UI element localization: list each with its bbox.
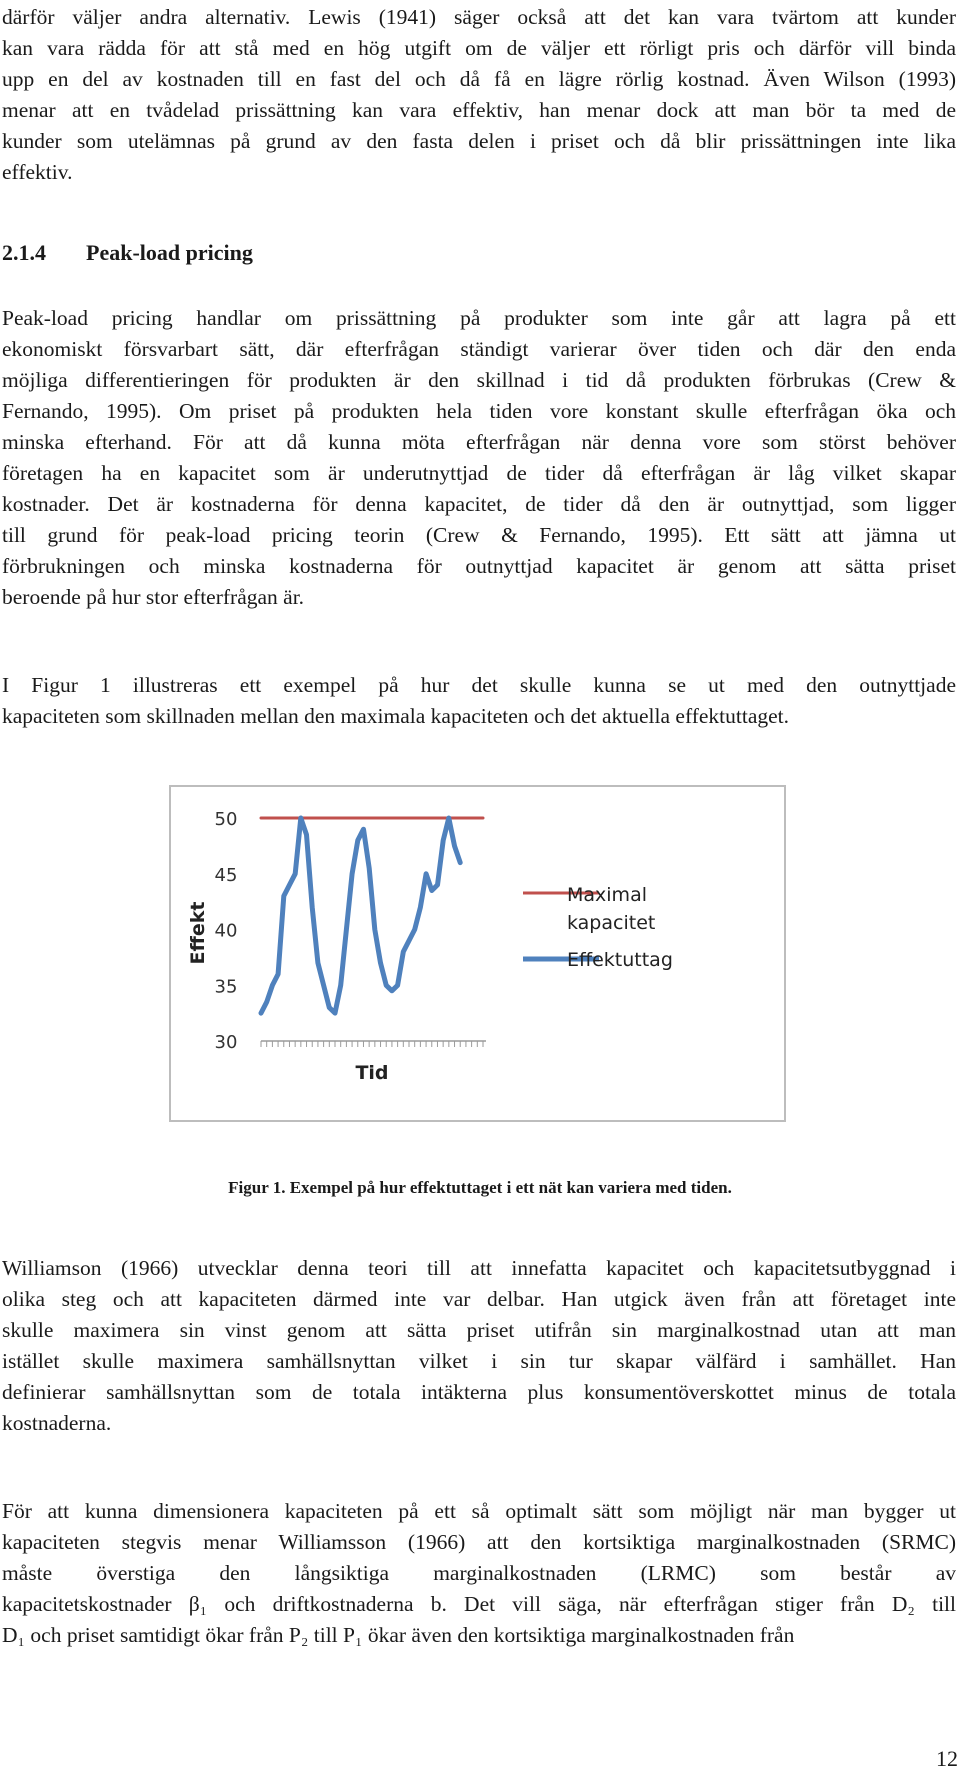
text-line: därför väljer andra alternativ. Lewis (1941) säger också att det kan vara tvärtom att kunder bbox=[2, 5, 956, 29]
section-heading bbox=[2, 240, 253, 266]
effect-chart-svg bbox=[171, 787, 784, 1120]
y-tick-label: 30 bbox=[214, 1032, 238, 1053]
figure-caption: Figur 1. Exempel på hur effektuttaget i ett nät kan variera med tiden. bbox=[228, 1178, 732, 1197]
y-axis-title: Effekt bbox=[187, 901, 209, 965]
text-line: upp en del av kostnaden till en fast del och då få en lägre rörlig kostnad. Även Wilson (1993) bbox=[2, 67, 956, 91]
text-line: kan vara rädda för att stå med en hög utgift om de väljer ett rörligt pris och därför vill binda bbox=[2, 36, 956, 60]
text-line: För att kunna dimensionera kapaciteten på ett så optimalt sätt som möjligt när man bygger ut bbox=[2, 1499, 956, 1523]
text-line: effektiv. bbox=[2, 160, 73, 184]
text-line: kapaciteten som skillnaden mellan den maximala kapaciteten och det aktuella effektuttaget. bbox=[2, 704, 790, 728]
figure-1-chart bbox=[169, 785, 786, 1122]
page-number: 12 bbox=[936, 1746, 958, 1771]
text-line: skulle maximera sin vinst genom att sätta priset utifrån sin marginalkostnad utan att man bbox=[2, 1318, 956, 1342]
legend-label: Maximal kapacitet bbox=[567, 884, 656, 934]
text-line: Fernando, 1995). Om priset på produkten hela tiden vore konstant skulle efterfrågan öka och bbox=[2, 399, 956, 423]
text-line: måste överstiga den långsiktiga marginalkostnaden (LRMC) som består av bbox=[2, 1561, 956, 1585]
text-line: till grund för peak-load pricing teorin (Crew & Fernando, 1995). Ett sätt att jämna ut bbox=[2, 523, 956, 547]
text-line: ekonomiskt försvarbart sätt, där efterfrågan ständigt varierar över tiden och där den enda bbox=[2, 337, 956, 361]
paragraph-dimensioning bbox=[2, 1496, 956, 1651]
text-line: I Figur 1 illustreras ett exempel på hur det skulle kunna se ut med den outnyttjade bbox=[2, 673, 956, 697]
paragraph-figure-reference bbox=[2, 670, 956, 732]
text-line: minska efterhand. För att då kunna möta efterfrågan när denna vore som störst behöver bbox=[2, 430, 956, 454]
text-line: möjliga differentieringen för produkten är den skillnad i tid då produkten förbrukas (Crew & bbox=[2, 368, 956, 392]
legend-label: Effektuttag bbox=[567, 949, 673, 971]
text-line: menar att en tvådelad prissättning kan vara effektiv, han menar dock att man bör ta med de bbox=[2, 98, 956, 122]
text-line: olika steg och att kapaciteten därmed inte var delbar. Han utgick även från att företaget inte bbox=[2, 1287, 956, 1311]
text-line: kostnaderna. bbox=[2, 1411, 112, 1435]
series-line-effektuttag bbox=[261, 818, 460, 1013]
y-tick-label: 40 bbox=[214, 920, 238, 942]
text-line: Williamson (1966) utvecklar denna teori till att innefatta kapacitet och kapacitetsutbyggnad i bbox=[2, 1256, 956, 1280]
section-number: 2.1.4 bbox=[2, 240, 46, 265]
y-tick-label: 45 bbox=[214, 864, 238, 886]
paragraph-peak-load-intro bbox=[2, 303, 956, 613]
text-line: Peak-load pricing handlar om prissättning på produkter som inte går att lagra på ett bbox=[2, 306, 956, 330]
text-line: definierar samhällsnyttan som de totala intäkterna plus konsumentöverskottet minus de totala bbox=[2, 1380, 956, 1404]
x-axis-title: Tid bbox=[355, 1062, 389, 1084]
section-title: Peak-load pricing bbox=[86, 240, 253, 265]
paragraph-williamson bbox=[2, 1253, 956, 1439]
text-line: förbrukningen och minska kostnaderna för outnyttjad kapacitet är genom att sätta priset bbox=[2, 554, 956, 578]
y-tick-label: 50 bbox=[214, 809, 238, 830]
text-line: beroende på hur stor efterfrågan är. bbox=[2, 585, 305, 609]
text-line: kapacitetskostnader β₁ och driftkostnaderna b. Det vill säga, när efterfrågan stiger från D₂ till bbox=[2, 1592, 956, 1616]
text-line: kostnader. Det är kostnaderna för denna kapacitet, de tider då den är outnyttjad, som ligger bbox=[2, 492, 956, 516]
y-tick-label: 35 bbox=[214, 976, 238, 998]
text-line: D₁ och priset samtidigt ökar från P₂ till P₁ ökar även den kortsiktiga marginalkostnaden från bbox=[2, 1623, 795, 1647]
text-line: kunder som utelämnas på grund av den fasta delen i priset och då blir prissättningen inte lika bbox=[2, 129, 956, 153]
text-line: istället skulle maximera samhällsnyttan vilket i sin tur skapar välfärd i samhället. Han bbox=[2, 1349, 956, 1373]
text-line: företagen ha en kapacitet som är underutnyttjad de tider då efterfrågan är låg vilket skapar bbox=[2, 461, 956, 485]
paragraph-two-part-pricing bbox=[2, 2, 956, 188]
text-line: kapaciteten stegvis menar Williamsson (1966) att den kortsiktiga marginalkostnaden (SRMC) bbox=[2, 1530, 956, 1554]
